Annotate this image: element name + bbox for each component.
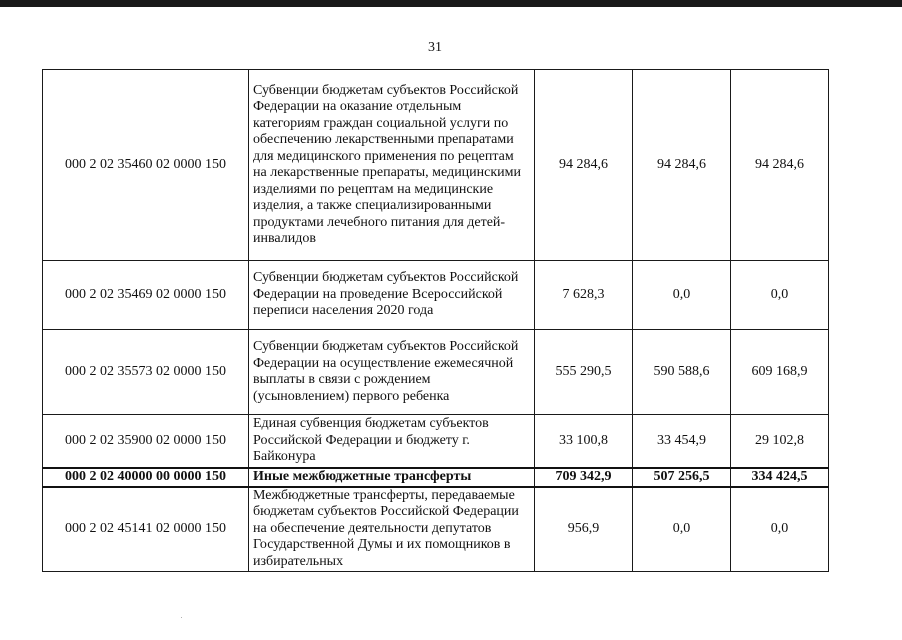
income-name-text: Межбюджетные трансферты, передаваемые бюджетам субъектов Российской Федерации на обеспечение деятельности депутатов Государственной Думы и их помощников в избирательных — [253, 487, 519, 569]
income-name-cell: Субвенции бюджетам субъектов Российской Федерации на осуществление ежемесячной выплаты в связи с рождением (усыновлением) первого ребенка — [249, 330, 535, 415]
table-row — [43, 330, 829, 415]
amount-year-1-cell: 956,9 — [535, 487, 633, 572]
amount-year-2-cell: 33 454,9 — [633, 415, 731, 469]
table-row — [43, 261, 829, 330]
income-name-cell: Иные межбюджетные трансферты — [249, 468, 535, 487]
budget-code-cell: 000 2 02 35573 02 0000 150 — [43, 330, 249, 415]
amount-year-3-cell: 334 424,5 — [731, 468, 829, 487]
budget-revenue-table — [42, 69, 829, 572]
amount-year-1-cell: 33 100,8 — [535, 415, 633, 469]
amount-year-1-cell: 555 290,5 — [535, 330, 633, 415]
amount-year-2-cell: 0,0 — [633, 487, 731, 572]
scan-top-edge — [0, 0, 902, 7]
amount-year-2-cell: 590 588,6 — [633, 330, 731, 415]
income-name-cell: Субвенции бюджетам субъектов Российской Федерации на проведение Всероссийской переписи населения 2020 года — [249, 261, 535, 330]
amount-year-3-cell: 0,0 — [731, 487, 829, 572]
scan-speck — [181, 617, 182, 618]
amount-year-2-cell: 94 284,6 — [633, 70, 731, 261]
amount-year-3-cell: 0,0 — [731, 261, 829, 330]
amount-year-3-cell: 609 168,9 — [731, 330, 829, 415]
income-name-cell: Единая субвенция бюджетам субъектов Российской Федерации и бюджету г. Байконура — [249, 415, 535, 469]
amount-year-1-cell: 709 342,9 — [535, 468, 633, 487]
budget-code-cell: 000 2 02 35469 02 0000 150 — [43, 261, 249, 330]
amount-year-2-cell: 0,0 — [633, 261, 731, 330]
budget-code-cell: 000 2 02 40000 00 0000 150 — [43, 468, 249, 487]
table-row — [43, 70, 829, 261]
income-name-cell: Субвенции бюджетам субъектов Российской Федерации на оказание отдельным категориям граждан социальной услуги по обеспечению лекарственными препаратами для медицинского применения по рецептам на лекарственные препараты, медицинскими изделиями по рецептам на медицинские изделия, а также специализированными продуктами лечебного питания для детей-инвалидов — [249, 70, 535, 261]
page-number: 31 — [428, 40, 442, 55]
amount-year-1-cell: 94 284,6 — [535, 70, 633, 261]
amount-year-2-cell: 507 256,5 — [633, 468, 731, 487]
amount-year-1-cell: 7 628,3 — [535, 261, 633, 330]
budget-code-cell: 000 2 02 45141 02 0000 150 — [43, 487, 249, 572]
table-row-section-total — [43, 468, 829, 487]
amount-year-3-cell: 94 284,6 — [731, 70, 829, 261]
budget-code-cell: 000 2 02 35900 02 0000 150 — [43, 415, 249, 469]
income-name-cell — [249, 487, 535, 572]
amount-year-3-cell: 29 102,8 — [731, 415, 829, 469]
table-row — [43, 415, 829, 469]
budget-code-cell: 000 2 02 35460 02 0000 150 — [43, 70, 249, 261]
table-row — [43, 487, 829, 572]
